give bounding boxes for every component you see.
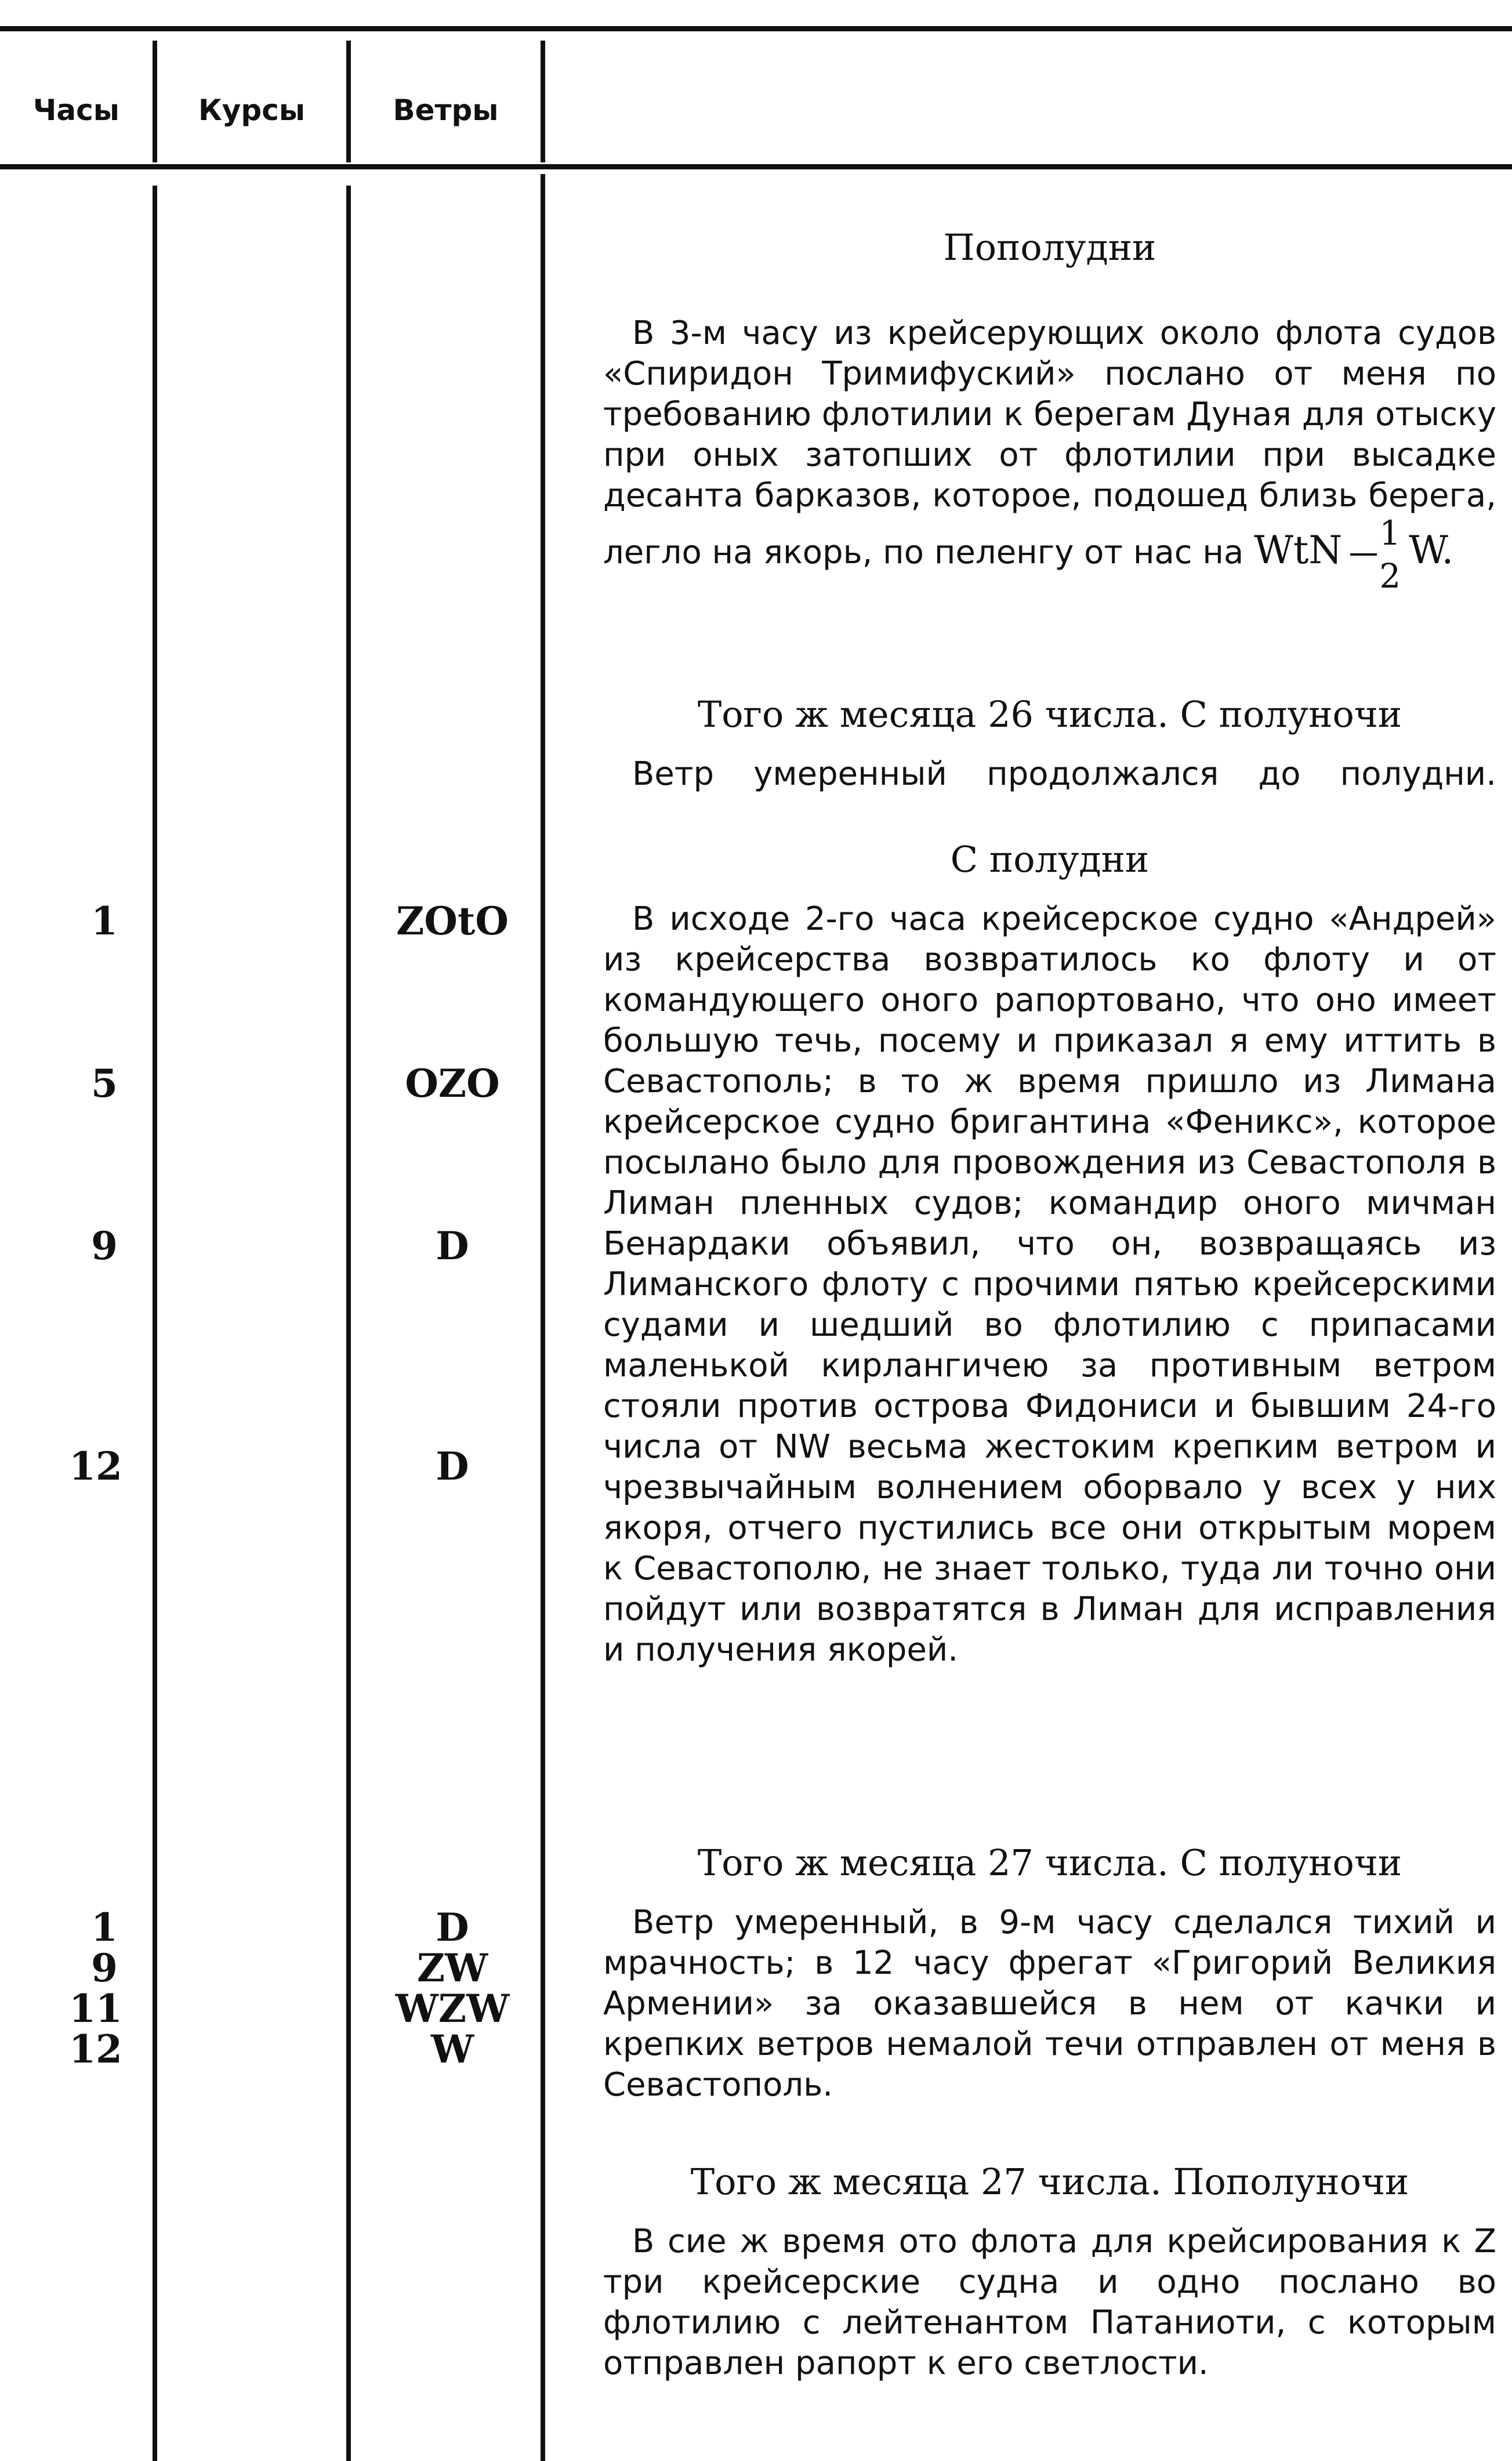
wind-entry: D [436,1223,469,1268]
log-entry-paragraph: Ветр умеренный продолжался до полудни. [632,755,1496,793]
wind-entry: D [436,1905,469,1950]
hour-entry: 12 [69,1444,122,1489]
fraction-denominator: 2 [1379,556,1401,596]
fraction-one-half [1350,513,1401,596]
column-divider-3-body [541,174,545,2461]
top-rule [0,26,1512,31]
header-courses: Курсы [198,93,306,127]
hour-entry: 5 [91,1061,118,1106]
log-entry-paragraph: В исходе 2-го часа крейсерское судно «Андрей» из крейсерства возвратилось ко флоту и от командующего оного рапортовано, что оно имеет большую течь, посему и приказал я ему иттить в Севастополь; в то ж время пришло из Лимана крейсерское судно бригантина «Феникс», которое посылано было для провождения из Севастополя в Лиман пленных судов; командир оного мичман Бенардаки объявил, что он, возвращаясь из Лиманского флоту с прочими пятью крейсерскими судами и шедший во флотилию с припасами маленькой кирлангичею за противным ветром стояли против острова Фидониси и бывшим 24-го числа от NW весьма жестоким крепким ветром и чрезвычайным волнением оборвало у всех у них якоря, отчего пустились все они открытым морем к Севастополю, не знает только, туда ли точно они пойдут или возвратятся в Лиман для исправления и получения якорей. [603,900,1496,1669]
hour-entry: 9 [91,1223,118,1268]
paragraph-text: В 3-м часу из крейсерующих около флота судов «Спиридон Тримифуский» послано от меня по требованию флотилии к берегам Дуная для отыску при оных затопших от флотилии при высадке десанта барказов, которое, подошед близь берега, легло на якорь, по пеленгу от нас на [603,314,1496,572]
hour-entry: 1 [91,1905,118,1950]
wind-entry: D [436,1444,469,1489]
hour-entry: 1 [91,898,118,944]
header-winds: Ветры [393,93,499,127]
log-entry-paragraph [603,313,1496,596]
section-heading: Того ж месяца 27 числа. С полуночи [697,1842,1402,1884]
column-divider-1-body [153,186,157,2461]
wind-entry: OZO [405,1061,500,1106]
log-entry-paragraph: Ветр умеренный, в 9-м часу сделался тихий и мрачность; в 12 часу фрегат «Григорий Великия Армении» за оказавшейся в нем от качки и крепких ветров немалой течи отправлен от меня в Севастополь. [603,1904,1496,2104]
column-divider-2-body [346,186,351,2461]
column-divider-1 [153,41,157,162]
wind-entry: ZOtO [396,898,509,944]
wind-entry: W [430,2027,474,2072]
section-heading: Пополудни [943,226,1156,269]
column-divider-2 [346,41,351,162]
section-heading: Того ж месяца 27 числа. Пополуночи [690,2161,1409,2203]
bearing-label: WtN [1254,528,1343,573]
bearing-suffix: W. [1409,528,1454,573]
section-heading: С полудни [950,838,1150,880]
section-heading: Того ж месяца 26 числа. С полуночи [697,693,1402,735]
wind-entry: ZW [416,1945,488,1991]
hour-entry: 9 [91,1945,118,1991]
wind-entry: WZW [395,1986,510,2031]
column-divider-3 [541,41,545,162]
fraction-bar [1350,553,1377,556]
fraction-numerator: 1 [1379,513,1401,553]
hour-entry: 11 [69,1986,122,2031]
log-entry-paragraph: В сие ж время ото флота для крейсирования к Z три крейсерские судна и одно послано во флотилию с лейтенантом Патаниоти, с которым отправлен рапорт к его светлости. [603,2223,1496,2382]
header-hours: Часы [33,93,119,127]
header-rule [0,164,1512,169]
hour-entry: 12 [69,2027,122,2072]
